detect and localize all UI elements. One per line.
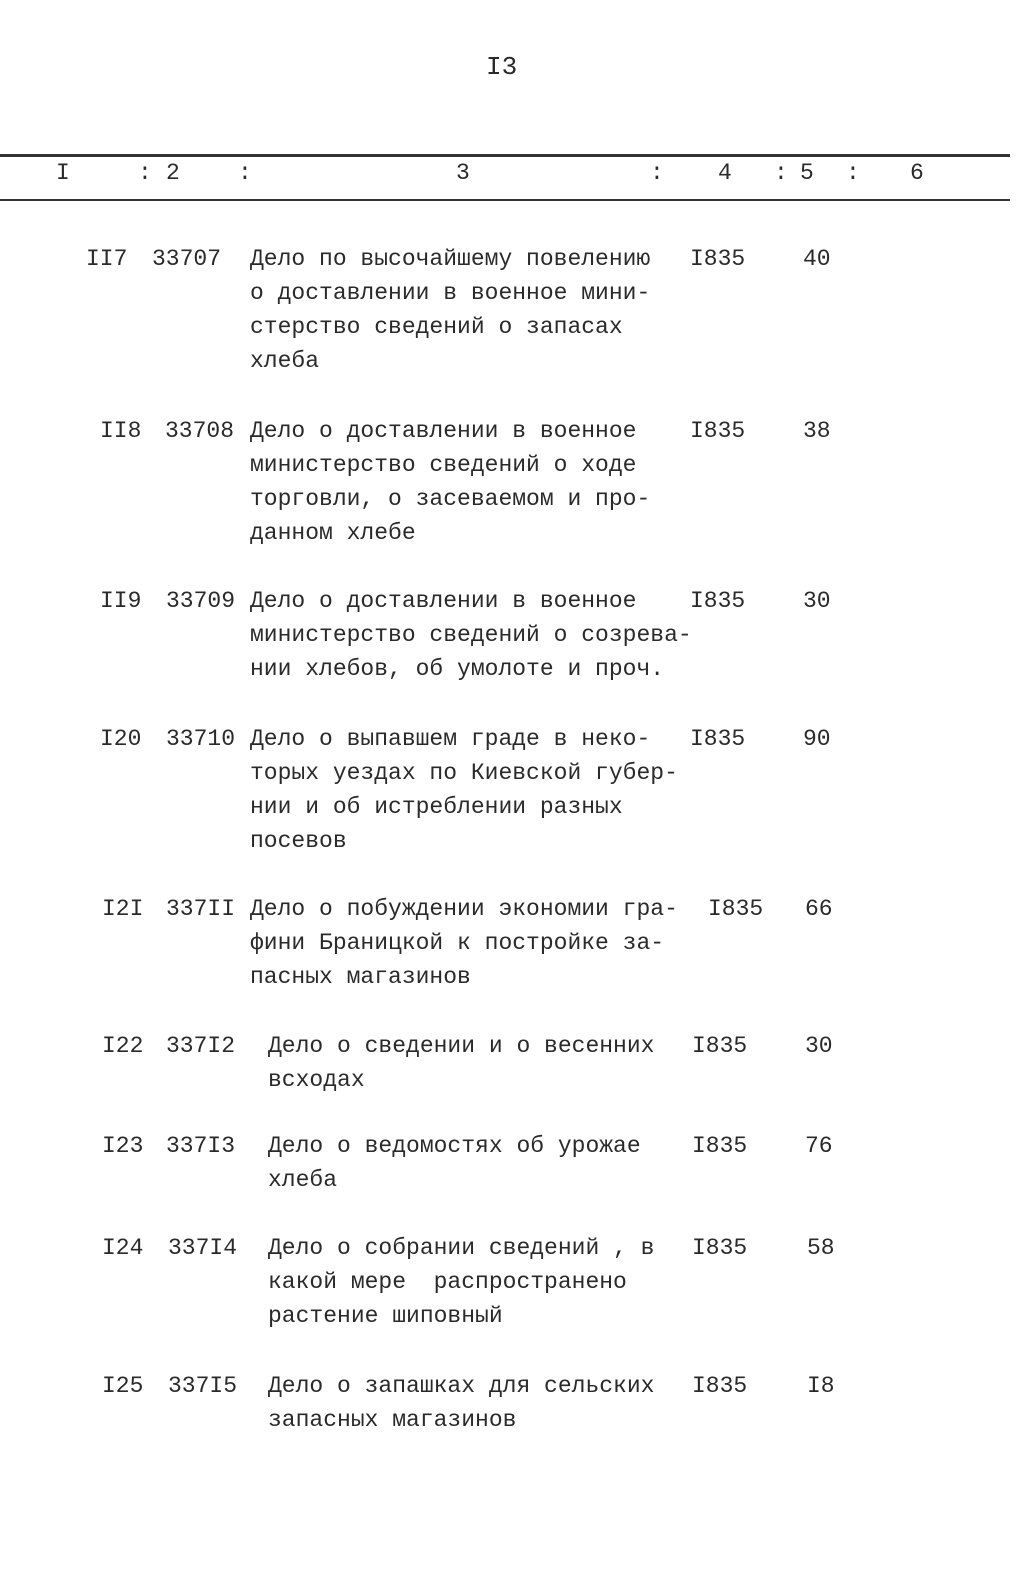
entry-title-line: Дело о побуждении экономии гра- xyxy=(250,896,678,922)
entry-number: II8 xyxy=(100,418,142,444)
entry-title-line: запасных магазинов xyxy=(268,1407,517,1433)
entry-title-line: Дело о выпавшем граде в неко- xyxy=(250,726,651,752)
entry-title-line: стерство сведений о запасах xyxy=(250,314,623,340)
entry-code: 33707 xyxy=(152,246,222,272)
header-bottom-rule xyxy=(0,199,1010,201)
entry-title-line: нии и об истреблении разных xyxy=(250,794,623,820)
entry-code: 337I5 xyxy=(168,1373,238,1399)
entry-sheets: 30 xyxy=(803,588,831,614)
entry-number: I23 xyxy=(102,1133,144,1159)
entry-number: II9 xyxy=(100,588,142,614)
entry-year: I835 xyxy=(692,1235,748,1261)
entry-sheets: 76 xyxy=(805,1133,833,1159)
entry-year: I835 xyxy=(692,1033,748,1059)
entry-number: I22 xyxy=(102,1033,144,1059)
header-top-rule xyxy=(0,154,1010,157)
header-sep: : xyxy=(846,160,860,186)
header-col6: 6 xyxy=(910,160,924,186)
entry-year: I835 xyxy=(690,588,746,614)
header-sep: : xyxy=(650,160,664,186)
entry-title-line: посевов xyxy=(250,828,347,854)
entry-title-line: всходах xyxy=(268,1067,365,1093)
entry-number: I24 xyxy=(102,1235,144,1261)
entry-sheets: 58 xyxy=(807,1235,835,1261)
entry-number: I20 xyxy=(100,726,142,752)
entry-title-line: нии хлебов, об умолоте и проч. xyxy=(250,656,665,682)
entry-title-line: фини Браницкой к постройке за- xyxy=(250,930,665,956)
entry-title-line: Дело о доставлении в военное xyxy=(250,418,637,444)
header-col2: 2 xyxy=(166,160,180,186)
entry-sheets: 90 xyxy=(803,726,831,752)
entry-title-line: торговли, о засеваемом и про- xyxy=(250,486,651,512)
entry-code: 337I4 xyxy=(168,1235,238,1261)
entry-title-line: Дело по высочайшему повелению xyxy=(250,246,651,272)
entry-title-line: данном хлебе xyxy=(250,520,416,546)
entry-title-line: Дело о доставлении в военное xyxy=(250,588,637,614)
entry-year: I835 xyxy=(708,896,764,922)
entry-title-line: хлеба xyxy=(268,1167,338,1193)
entry-title-line: пасных магазинов xyxy=(250,964,471,990)
entry-number: I2I xyxy=(102,896,144,922)
entry-sheets: I8 xyxy=(807,1373,835,1399)
entry-title-line: Дело о сведении и о весенних xyxy=(268,1033,655,1059)
entry-title-line: торых уездах по Киевской губер- xyxy=(250,760,678,786)
entry-number: I25 xyxy=(102,1373,144,1399)
header-col1: I xyxy=(56,160,70,186)
entry-title-line: хлеба xyxy=(250,348,320,374)
page-number: I3 xyxy=(486,52,518,82)
header-col3: 3 xyxy=(456,160,470,186)
entry-code: 33708 xyxy=(165,418,235,444)
entry-title-line: растение шиповный xyxy=(268,1303,503,1329)
entry-year: I835 xyxy=(692,1133,748,1159)
entry-title-line: Дело о ведомостях об урожае xyxy=(268,1133,641,1159)
header-sep: : xyxy=(138,160,152,186)
entry-sheets: 66 xyxy=(805,896,833,922)
entry-title-line: министерство сведений о созрева- xyxy=(250,622,692,648)
entry-year: I835 xyxy=(690,418,746,444)
entry-title-line: какой мере распространено xyxy=(268,1269,627,1295)
header-sep: : xyxy=(238,160,252,186)
entry-title-line: о доставлении в военное мини- xyxy=(250,280,651,306)
entry-sheets: 40 xyxy=(803,246,831,272)
entry-code: 33709 xyxy=(166,588,236,614)
entry-sheets: 30 xyxy=(805,1033,833,1059)
entry-code: 33710 xyxy=(166,726,236,752)
entry-year: I835 xyxy=(690,726,746,752)
entry-title-line: министерство сведений о ходе xyxy=(250,452,637,478)
entry-sheets: 38 xyxy=(803,418,831,444)
entry-number: II7 xyxy=(86,246,128,272)
entry-code: 337I3 xyxy=(166,1133,236,1159)
entry-title-line: Дело о собрании сведений , в xyxy=(268,1235,655,1261)
entry-year: I835 xyxy=(690,246,746,272)
entry-title-line: Дело о запашках для сельских xyxy=(268,1373,655,1399)
entry-code: 337I2 xyxy=(166,1033,236,1059)
header-sep: : xyxy=(774,160,788,186)
header-col5: 5 xyxy=(800,160,814,186)
header-col4: 4 xyxy=(718,160,732,186)
entry-year: I835 xyxy=(692,1373,748,1399)
entry-code: 337II xyxy=(166,896,236,922)
